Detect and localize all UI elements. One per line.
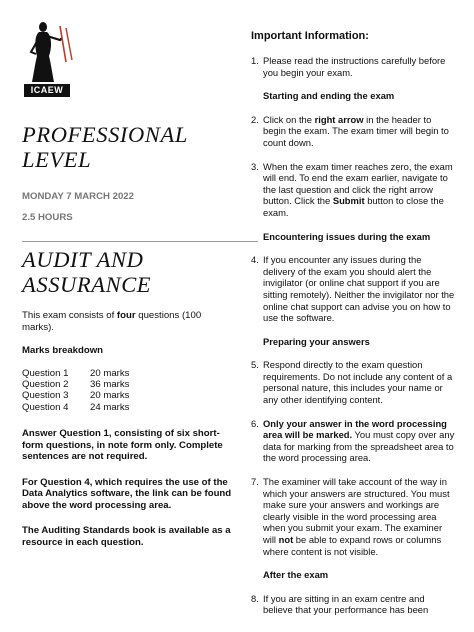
question-label: Question 1 — [22, 367, 69, 379]
item-number: 4. — [251, 254, 259, 266]
instruction-item — [251, 359, 455, 405]
marks-table — [22, 368, 129, 414]
marks-row — [22, 368, 129, 379]
item-text-bold: not — [278, 534, 294, 545]
instruction-item — [251, 55, 455, 78]
icaew-logo — [22, 18, 84, 108]
item-text — [263, 476, 455, 557]
section-heading-preparing: Preparing your answers — [263, 335, 370, 347]
right-column — [251, 30, 455, 628]
level-title — [22, 122, 228, 172]
instruction-item — [251, 418, 455, 464]
question-label: Question 4 — [22, 401, 69, 413]
instruction-item — [251, 476, 455, 557]
note-question4: For Question 4, which requires the use of the Data Analytics software, the link can be found above the word processing area. — [22, 476, 232, 511]
marks-breakdown-heading: Marks breakdown — [22, 345, 104, 356]
divider — [22, 241, 258, 242]
item-text: Respond directly to the exam question requirements. Do not include any content of a personal nature, this includes your name or any other identifying content. — [263, 359, 453, 406]
item-text: If you are sitting in an exam centre and believe that your performance has been — [263, 592, 429, 616]
instruction-item — [251, 254, 455, 324]
level-title-line1: PROFESSIONAL — [22, 122, 188, 147]
item-text-part: in the header to begin the exam. The exam timer will begin to count down. — [263, 113, 449, 148]
intro-text-post: questions (100 marks). — [22, 310, 202, 333]
item-text-bold: right arrow — [314, 113, 364, 125]
section-heading-issues: Encountering issues during the exam — [263, 230, 431, 242]
marks-row — [22, 402, 129, 413]
question-marks: 20 marks — [90, 390, 130, 402]
item-text: Please read the instructions carefully before you begin your exam. — [263, 55, 446, 78]
item-number: 2. — [251, 113, 259, 125]
note-question1: Answer Question 1, consisting of six short-form questions, in note form only. Complete sentences are not required. — [22, 428, 223, 463]
question-label: Question 2 — [22, 378, 69, 390]
instruction-item — [251, 114, 455, 149]
item-text-part: The examiner will take account of the way in which your answers are structured. You must make sure your answers and workings are clearly visible in the word processing area when you submit your exam. The examiner will — [263, 476, 450, 545]
justice-figure-icon — [22, 18, 84, 84]
item-number: 6. — [251, 417, 259, 429]
instruction-item — [251, 593, 455, 616]
item-number: 7. — [251, 476, 259, 488]
question-marks: 36 marks — [90, 378, 130, 390]
intro-text-pre: This exam consists of — [22, 310, 117, 321]
intro-text-bold: four — [116, 310, 136, 321]
item-text — [263, 161, 455, 219]
item-number: 1. — [251, 55, 259, 66]
item-number: 8. — [251, 592, 259, 604]
exam-date: MONDAY 7 MARCH 2022 — [22, 191, 134, 202]
subject-title — [22, 247, 228, 297]
subject-title-line2: ASSURANCE — [22, 272, 152, 297]
item-text-part: You must copy over any data for marking from the spreadsheet area to the word processing area. — [263, 429, 455, 464]
marks-row — [22, 379, 129, 390]
item-text: If you encounter any issues during the delivery of the exam you should alert the invigilator (or online chat support if you are sitting remotely). Neither the invigilator nor the online chat support can advise you on how to use the software. — [263, 254, 455, 324]
question-marks: 20 marks — [90, 367, 130, 379]
section-heading-after: After the exam — [263, 569, 329, 581]
item-text-bold: Submit — [332, 195, 365, 207]
item-text — [263, 418, 455, 464]
item-text-part: button to close the exam. — [263, 195, 444, 218]
exam-duration: 2.5 HOURS — [22, 212, 73, 223]
item-text-part: be able to expand rows or columns where content is not visible. — [263, 534, 442, 557]
item-number: 3. — [251, 160, 259, 172]
subject-title-line1: AUDIT AND — [22, 247, 144, 272]
instruction-item — [251, 161, 455, 219]
item-text-part: Click on the — [263, 113, 315, 125]
section-heading-start-end: Starting and ending the exam — [263, 90, 395, 102]
exam-intro — [22, 310, 222, 333]
marks-row — [22, 390, 129, 401]
left-column — [22, 18, 232, 548]
item-text — [263, 114, 455, 149]
question-marks: 24 marks — [90, 401, 130, 413]
level-title-line2: LEVEL — [22, 147, 92, 172]
important-info-heading: Important Information: — [251, 30, 369, 42]
logo-wordmark: ICAEW — [24, 84, 70, 97]
item-text-part: When the exam timer reaches zero, the exam will end. To end the exam earlier, navigate to the last question and click the right arrow button. Click the — [263, 160, 453, 207]
item-number: 5. — [251, 359, 259, 371]
note-auditing-standards: The Auditing Standards book is available as a resource in each question. — [22, 525, 231, 548]
question-label: Question 3 — [22, 390, 69, 402]
item-text-bold: Only your answer in the word processing area will be marked. — [263, 417, 447, 441]
